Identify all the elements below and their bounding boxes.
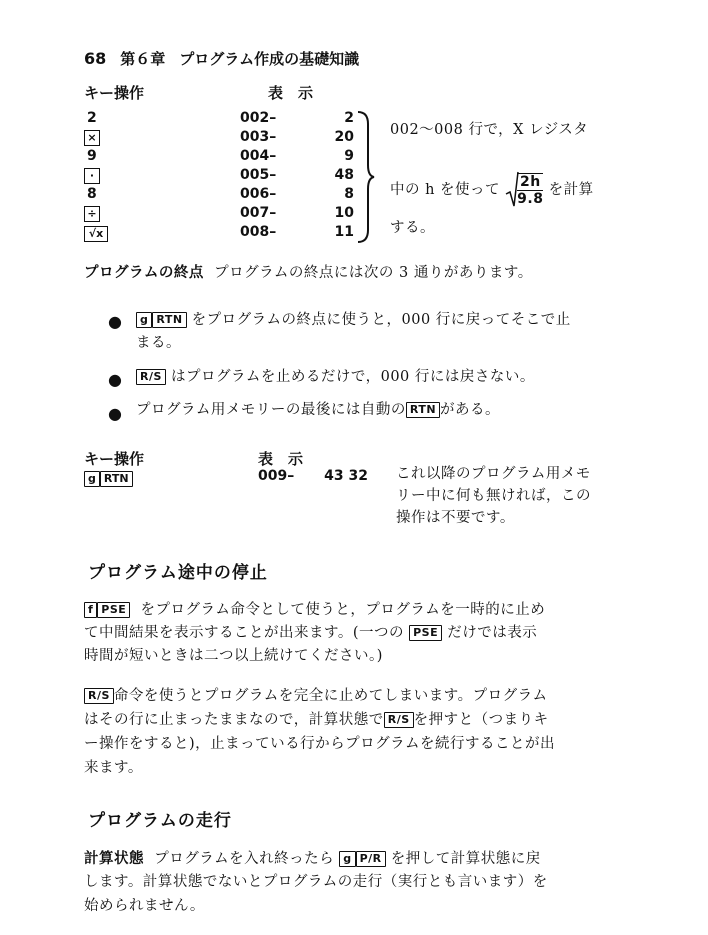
table1-key-row-5: 8 [87, 186, 97, 202]
table1-line-4: 005– [240, 167, 277, 183]
table1-code-6: 10 [334, 205, 354, 221]
pse-key: PSE [97, 602, 130, 618]
f-key: f [84, 602, 97, 618]
table1-key-row-3: 9 [87, 148, 97, 164]
section1-p1-l3: 時間が短いときは二つ以上続けてください。) [84, 648, 383, 664]
endpoint-paragraph: プログラムの終点 プログラムの終点には次の 3 通りがあります。 [84, 264, 533, 281]
bullet1-text: g RTN をプログラムの終点に使うと，000 行に戻ってそこで止 [136, 310, 571, 331]
times-key-icon: × [84, 130, 100, 146]
section2-heading: プログラムの走行 [88, 811, 232, 831]
bullet-icon: ● [108, 370, 122, 389]
bullet2-text: R/S はプログラムを止めるだけで，000 行には戻さない。 [136, 367, 535, 388]
section2-l2: します。計算状態でないとプログラムの走行（実行とも言います）を [84, 874, 548, 890]
section1-p2-l4: 来ます。 [84, 760, 143, 776]
table1-code-5: 8 [344, 186, 354, 202]
pse-key: PSE [409, 625, 442, 641]
table1-line-2: 003– [240, 129, 277, 145]
table1-col-key: キー操作 [84, 84, 145, 102]
rs-key: R/S [84, 688, 114, 704]
table1-line-5: 006– [240, 186, 277, 202]
table1-col-display: 表 示 [268, 84, 314, 102]
rtn-key: RTN [100, 471, 133, 487]
decimal-key-icon: · [84, 168, 100, 184]
table1-note-line3: する。 [390, 220, 435, 236]
table2-note2: リー中に何も無ければ，この [396, 488, 591, 504]
table1-note-line2: 中の h を使って $\frac{2h}{9.8}$ を計算 [390, 170, 594, 210]
table1-code-4: 48 [334, 167, 354, 183]
section1-p1-l1: f PSE をプログラム命令として使うと，プログラムを一時的に止め [84, 600, 545, 621]
page-number: 68 [84, 49, 107, 68]
endpoint-label: プログラムの終点 [84, 264, 204, 281]
section1-p2-l2: はその行に止まったままなので，計算状態で R/S を押すと（つまりキ [84, 712, 549, 728]
table1-key-row-1: 2 [87, 110, 97, 126]
table2-col-display: 表 示 [258, 450, 304, 468]
table1-code-3: 9 [344, 148, 354, 164]
formula-numerator: 2h [517, 174, 543, 191]
table2-col-key: キー操作 [84, 450, 145, 468]
table1-line-3: 004– [240, 148, 277, 164]
section1-heading: プログラム途中の停止 [88, 563, 268, 583]
divide-key-icon: ÷ [84, 206, 100, 222]
rs-key: R/S [136, 369, 166, 385]
chapter-title: プログラム作成の基礎知識 [179, 50, 360, 68]
g-key: g [84, 471, 100, 487]
rtn-key: RTN [406, 402, 440, 418]
chapter-label: 第６章 [120, 50, 166, 68]
rs-key: R/S [384, 712, 414, 728]
pr-key: P/R [356, 851, 386, 867]
bullet3-text: プログラム用メモリーの最後には自動の RTN がある。 [136, 402, 501, 418]
section2-l1: 計算状態 プログラムを入れ終ったら g P/R を押して計算状態に戻 [84, 850, 541, 867]
rtn-key: RTN [152, 312, 186, 328]
table1-code-7: 11 [334, 224, 354, 240]
table1-line-1: 002– [240, 110, 277, 126]
g-key: g [136, 312, 152, 328]
bullet-icon: ● [108, 312, 122, 331]
sqrt-key-icon: √x [84, 226, 108, 242]
table2-code: 43 32 [324, 468, 368, 484]
table1-line-6: 007– [240, 205, 277, 221]
table1-code-2: 20 [334, 129, 354, 145]
formula-denominator: 9.8 [517, 191, 544, 207]
page-header [84, 48, 359, 69]
table1-code-1: 2 [344, 110, 354, 126]
table2-note3: 操作は不要です。 [396, 510, 515, 526]
calc-state-label: 計算状態 [84, 850, 144, 867]
section1-p2-l3: ー操作をすると)，止まっている行からプログラムを続行することが出 [84, 736, 556, 752]
table2-note1: これ以降のプログラム用メモ [396, 466, 591, 482]
g-key: g [339, 851, 355, 867]
section1-p1-l2: て中間結果を表示することが出来ます。(一つの PSE だけでは表示 [84, 625, 538, 641]
table1-line-7: 008– [240, 224, 277, 240]
section1-p2-l1: R/S 命令を使うとプログラムを完全に止めてしまいます。プログラム [84, 686, 547, 707]
table1-note-line1: 002～008 行で，X レジスタ [390, 122, 589, 138]
table2-key [84, 468, 133, 487]
bullet-icon: ● [108, 404, 122, 423]
bullet1-text-cont: まる。 [136, 335, 181, 351]
table2-line: 009– [258, 468, 295, 484]
section2-l3: 始められません。 [84, 898, 205, 914]
brace-icon [356, 110, 376, 244]
